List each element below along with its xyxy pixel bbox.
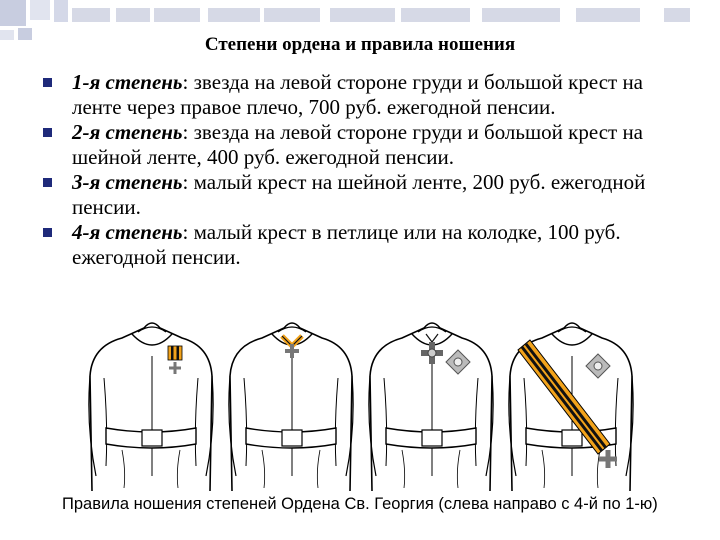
bullet-marker: [43, 78, 52, 87]
list-item: [40, 120, 680, 170]
bullet-marker: [43, 178, 52, 187]
bullet-marker: [43, 128, 52, 137]
uniform-figure-2nd-degree: [369, 323, 493, 491]
degree-description: : звезда на левой стороне груди и большой крест на шейной ленте, 400 руб. ежегодной пенсии.: [72, 120, 644, 169]
degree-description: : звезда на левой стороне груди и большой крест на ленте через правое плечо, 700 руб. ежегодной пенсии.: [72, 70, 644, 119]
list-item: [40, 220, 680, 270]
degree-name: 3-я степень: [72, 170, 183, 194]
uniform-illustrations: [82, 316, 642, 491]
list-item: [40, 70, 680, 120]
uniform-figure-1st-degree: [509, 323, 633, 491]
uniform-figure-3rd-degree: [229, 323, 353, 491]
degree-description: : малый крест в петлице или на колодке, 100 руб. ежегодной пенсии.: [72, 220, 621, 269]
degree-list: [40, 70, 680, 270]
degree-description: : малый крест на шейной ленте, 200 руб. ежегодной пенсии.: [72, 170, 646, 219]
bullet-marker: [43, 228, 52, 237]
figure-caption: Правила ношения степеней Ордена Св. Георгия (слева направо с 4-й по 1-ю): [62, 495, 658, 513]
degree-name: 2-я степень: [72, 120, 183, 144]
degree-name: 4-я степень: [72, 220, 183, 244]
list-item: [40, 170, 680, 220]
uniform-figure-4th-degree: [89, 323, 213, 491]
slide-title: Степени ордена и правила ношения: [204, 34, 516, 55]
degree-name: 1-я степень: [72, 70, 183, 94]
